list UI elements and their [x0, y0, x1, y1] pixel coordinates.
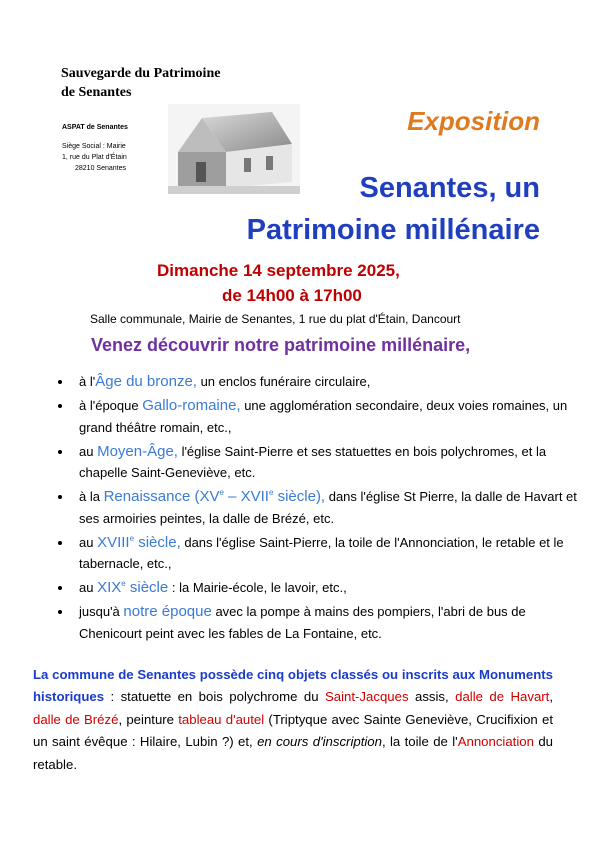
association-name	[61, 64, 220, 102]
list-item: • à l'époque Gallo-romaine, une agglomération secondaire, deux voies romaines, un grand théâtre romain, etc.,	[73, 395, 578, 438]
event-date: Dimanche 14 septembre 2025,	[157, 261, 400, 280]
association-name-line2: de Senantes	[61, 85, 132, 100]
list-item: • à l'Âge du bronze, un enclos funéraire circulaire,	[73, 371, 578, 393]
list-item: • jusqu'à notre époque avec la pompe à mains des pompiers, l'abri de bus de Chenicourt peint avec les fables de La Fontaine, etc.	[73, 601, 578, 644]
church-image	[168, 104, 300, 194]
event-place: Salle communale, Mairie de Senantes, 1 rue du plat d'Étain, Dancourt	[90, 312, 461, 326]
list-item: • à la Renaissance (XVe – XVIIe siècle), dans l'église St Pierre, la dalle de Havart et ses armoiries peintes, la dalle de Brézé, etc.	[73, 486, 578, 529]
association-name-line1: Sauvegarde du Patrimoine	[61, 66, 221, 81]
siege-line3: 28210 Senantes	[75, 165, 126, 172]
siege-line1: Siège Social : Mairie	[62, 143, 126, 150]
list-item: • au XVIIIe siècle, dans l'église Saint-Pierre, la toile de l'Annonciation, le retable et le tabernacle, etc.,	[73, 532, 578, 575]
event-hours: de 14h00 à 17h00	[222, 286, 362, 305]
invite-headline: Venez découvrir notre patrimoine millénaire,	[91, 335, 471, 355]
title-line1: Senantes, un	[359, 172, 540, 204]
siege-line2: 1, rue du Plat d'Étain	[62, 154, 127, 161]
list-item: • au Moyen-Âge, l'église Saint-Pierre et ses statuettes en bois polychromes, et la chapelle Saint-Geneviève, etc.	[73, 441, 578, 484]
heritage-list	[55, 371, 578, 647]
title-line2: Patrimoine millénaire	[246, 214, 540, 246]
aspat-label: ASPAT de Senantes	[62, 124, 128, 131]
list-item: • au XIXe siècle : la Mairie-école, le lavoir, etc.,	[73, 577, 578, 599]
monuments-paragraph: La commune de Senantes possède cinq objets classés ou inscrits aux Monuments historiques : statuette en bois polychrome du Saint-Jacques assis, dalle de Havart, dalle de Brézé, peinture tableau d'autel (Triptyque avec Sainte Geneviève, Crucifixion et un saint évêque : Hilaire, Lubin ?) et, en cours d'inscription, la toile de l'Annonciation du retable.	[33, 667, 554, 772]
siege-address	[62, 141, 127, 174]
exposition-label: Exposition	[407, 106, 540, 136]
